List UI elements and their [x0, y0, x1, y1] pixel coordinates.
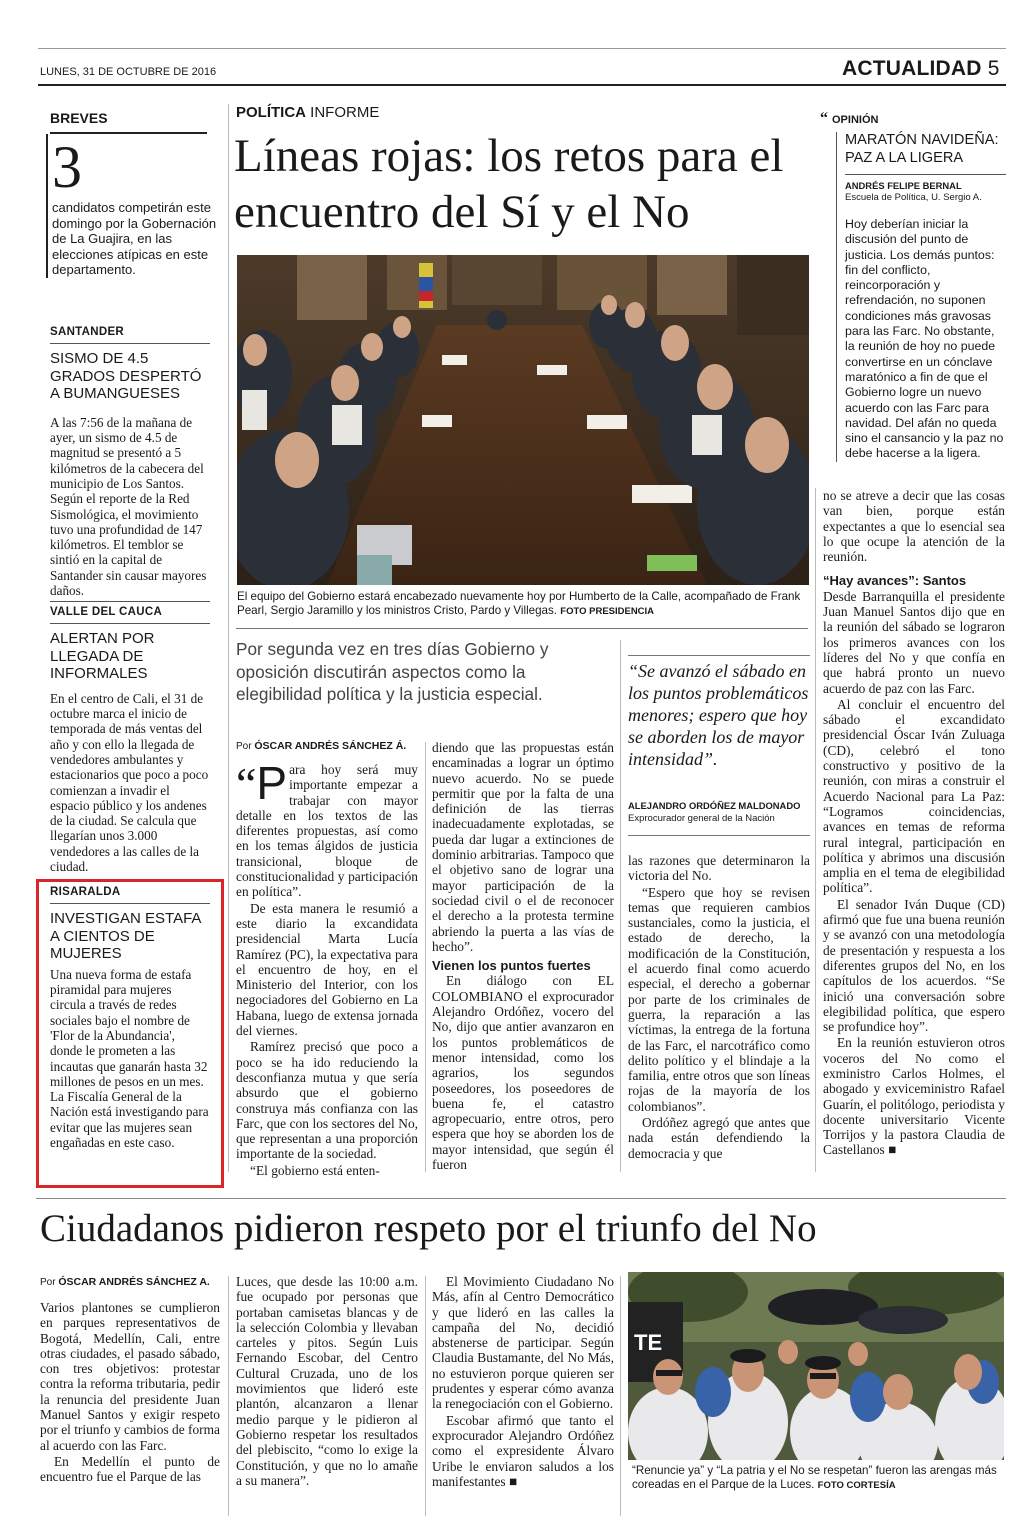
article-headline: Líneas rojas: los retos para el encuentro del Sí y el No — [234, 130, 784, 238]
brief-rule — [50, 343, 210, 344]
paragraph: En Medellín el punto de encuentro fue el Parque de las — [40, 1453, 220, 1485]
meeting-photo-graphic — [237, 255, 809, 585]
brief-text: Una nueva forma de estafa piramidal para mujeres circula a través de redes sociales bajo el nombre de 'Flor de la Abundancia', donde le prometen a las incautas que ganarán hasta 32 millones de pesos en un mes. La Fiscalía General de la Nación está investigando para evitar que las mujeres sean engañadas en este caso. — [50, 966, 209, 1151]
paragraph: Al concluir el encuentro del sábado el excandidato presidencial Óscar Iván Zuluaga (CD), celebró el tono constructivo y positivo de la reunión, con miras a construir el Acuerdo Nacional para La Paz: “Logramos coincidencias, avances en temas de reforma rural integral, participación en política y abrimos una discusión amplia en el tema de elegibilidad política”. — [823, 696, 1005, 896]
subheading: Vienen los puntos fuertes — [432, 958, 591, 974]
page-date: LUNES, 31 DE OCTUBRE DE 2016 — [40, 66, 217, 78]
header-rule — [38, 84, 1006, 86]
article-col-4 — [823, 488, 1005, 1159]
paragraph: Escobar afirmó que tanto el exprocurador Alejandro Ordóñez como el expresidente Álvaro Uribe le enviaron saludos a los manifestantes ■ — [432, 1412, 614, 1489]
paragraph: El Movimiento Ciudadano No Más, afín al Centro Democrático y que lideró en las calles la campaña del No, decidió abstenerse de participar. Según Claudia Bustamante, del No Más, no estuvieron porque quieren ser prudentes y esperar cómo avanza la renegociación con el Gobierno. — [432, 1274, 614, 1412]
column-divider — [228, 1276, 229, 1516]
brief-valle — [50, 608, 210, 874]
brief-big-text: candidatos competirán este domingo por la Gobernación de La Guajira, en las elecciones atípicas en este departamento. — [52, 200, 217, 277]
page-number: 5 — [987, 57, 1000, 80]
article-col-2 — [432, 740, 614, 1173]
opinion-author: ANDRÉS FELIPE BERNAL — [845, 180, 962, 191]
paragraph: “El gobierno está enten- — [250, 1162, 380, 1178]
brief-rule — [50, 623, 210, 624]
brief-rule — [50, 903, 210, 904]
article-deck: Por segunda vez en tres días Gobierno y oposición discutirán aspectos como la elegibilidad política y la justicia especial. — [236, 639, 549, 704]
paragraph: Varios plantones se cumplieron en parques representativos de Bogotá, Medellín, Cali, entre otras ciudades, el pasado sábado, con tres objetivos: protestar contra la reforma tributaria, pedir la renuncia del presidente Juan Manuel Santos y exigir respeto por el triunfo y cambios de forma al acuerdo con las Farc. — [40, 1300, 220, 1453]
meeting-photo — [237, 255, 809, 585]
opinion-rule — [845, 174, 1006, 175]
photo-credit: FOTO CORTESÍA — [817, 1480, 896, 1491]
column-divider — [425, 1276, 426, 1516]
paragraph: En diálogo con EL COLOMBIANO el exprocurador Alejandro Ordóñez, vocero del No, dijo que antier avanzaron en los puntos problemáticos de menor intensidad, como los agrarios, los segundos poseedores, los poseedores de buena fe, el catastro agropecuario, entre otros, pero espera que hoy se aborden los de mayor intensidad, que según él fueron — [432, 973, 614, 1173]
section-label: ACTUALIDAD 5 — [842, 57, 1000, 80]
column-divider — [425, 742, 426, 1172]
brief-category: SANTANDER — [50, 326, 125, 338]
quote-role: Exprocurador general de la Nación — [628, 813, 775, 824]
top-rule — [38, 48, 1006, 49]
paragraph: “Espero que hoy se revisen temas que requieren cambios sustanciales, como la justicia, el estado de derecho, la modificación de la Constitución, el acuerdo final como acuerdo especial, el derecho a gobernar por parte de los criminales de guerra, la reparación a las víctimas, la entrega de la fortuna de las Farc, el narcotráfico como delito político y el blindaje a la familia, entre otros que son líneas rojas de la mayoría de los colombianos”. — [628, 884, 810, 1114]
quote-marks-icon: “ — [820, 110, 828, 127]
paragraph: Ramírez precisó que poco a poco se ha ido reduciendo la desconfianza mutua y que sería absurdo que el gobierno construya más confianza con las Farc, que con los sectores del No, que representan a una proporción importante de la sociedad. — [236, 1039, 418, 1162]
protest-photo — [628, 1272, 1004, 1460]
quote-rule-bottom — [628, 835, 810, 836]
paragraph: Ordóñez agregó que antes que nada están defendiendo la democracia y que — [628, 1115, 810, 1161]
brief-big-number: 3 — [52, 134, 82, 200]
brief-santander — [50, 326, 210, 598]
drop-cap: “P — [236, 757, 288, 809]
brief-rule — [50, 601, 210, 602]
opinion-label: “ OPINIÓN — [820, 110, 879, 127]
brief-headline: INVESTIGAN ESTAFA A CIENTOS DE MUJERES — [50, 910, 201, 963]
paragraph: diendo que las propuestas están encaminadas a lograr un óptimo nuevo acuerdo. No se puede permitir que por la falta de una definición de las tierras inadecuadamente explotadas, se pueda dar lugar a extinciones de dominio arbitrarias. Tampoco que el objetivo sano de lograr una mayor participación de la sociedad civil o el de reconocer el derecho a la protesta termine abriendo la puerta a las vías de hecho”. — [432, 740, 614, 954]
paragraph: no se atreve a decir que las cosas van bien, porque están expectantes a que lo esencial sea lo que ocupe la atención de la reunión. — [823, 488, 1005, 565]
second-headline: Ciudadanos pidieron respeto por el triunfo del No — [40, 1207, 817, 1250]
second-col-3 — [432, 1274, 614, 1490]
quote-rule — [628, 655, 810, 656]
paragraph: En la reunión estuvieron otros voceros del No como el exministro Carlos Holmes, el abogado y exviceministro Rafael Guarín, el politólogo, periodista y docente universitario Vicente Torrijos y la pastora Claudia de Castellanos ■ — [823, 1035, 1005, 1158]
deck-rule — [236, 628, 808, 629]
article-kicker: POLÍTICA INFORME — [236, 104, 380, 121]
column-divider — [620, 1276, 621, 1516]
opinion-title: MARATÓN NAVIDEÑA: PAZ A LA LIGERA — [845, 132, 999, 166]
opinion-box — [820, 110, 1006, 462]
column-divider — [620, 640, 621, 1172]
quote-name: ALEJANDRO ORDÓÑEZ MALDONADO — [628, 800, 801, 811]
photo-credit: FOTO PRESIDENCIA — [560, 606, 655, 617]
breves-label: BREVES — [50, 110, 108, 126]
brief-text: En el centro de Cali, el 31 de octubre marca el inicio de temporada de más ventas del año y con ello la llegada de vendedores ambulantes y estacionarios que poco a poco comienzan a invadir el espacio público y los andenes de la ciudad. Se calcula que llegarían unos 3.000 vendedores a las calles de la ciudad. — [50, 690, 209, 875]
svg-text:TE: TE — [634, 1330, 663, 1355]
brief-category: VALLE DEL CAUCA — [50, 606, 163, 618]
brief-risaralda — [50, 886, 210, 1150]
article-col-3 — [628, 853, 810, 1162]
paragraph: Luces, que desde las 10:00 a.m. fue ocupado por personas que portaban camisetas blancas y de la selección Colombia y llevaban carteles y pitos. Según Luis Fernando Escobar, del Centro Cultural Cruzada, uno de los movimientos que lideró este plantón, alcanzaron a llenar medio parque y le pidieron al Gobierno respetar los resultados del plebiscito, “como lo exige la Constitución, y que no lo amañe a su manera”. — [236, 1274, 418, 1488]
section-divider — [36, 1198, 1006, 1199]
breves-column — [38, 110, 218, 278]
article-col-1 — [236, 757, 418, 1179]
second-byline: Por ÓSCAR ANDRÉS SÁNCHEZ A. — [40, 1276, 210, 1288]
opinion-text: Hoy deberían iniciar la discusión del punto de justicia. Los demás puntos: fin del conflicto, reincorporación y refrendación, no suponen condiciones más gravosas para las Farc. No obstante, la reunión de hoy no puede convertirse en un cónclave maratónico a fin de que el Gobierno logre un nuevo acuerdo con las Farc para navidad. Del afán no queda sino el cansancio y la paz no debe hacerse a la ligera. — [845, 217, 1004, 461]
subheading: “Hay avances”: Santos — [823, 573, 967, 589]
brief-category: RISARALDA — [50, 886, 121, 898]
second-col-1 — [40, 1300, 220, 1486]
column-divider — [228, 104, 229, 1172]
paragraph: Desde Barranquilla el presidente Juan Manuel Santos dijo que en la reunión del sábado se lograron los primeros avances con los líderes del No y que confía en que habrá pronto un nuevo acuerdo de paz con las Farc. — [823, 588, 1005, 696]
protest-photo-graphic — [628, 1272, 1004, 1460]
brief-headline: ALERTAN POR LLEGADA DE INFORMALES — [50, 630, 155, 683]
brief-text: A las 7:56 de la mañana de ayer, un sismo de 4.5 de magnitud se presentó a 5 kilómetros de la cabecera del municipio de Los Santos. Según el reporte de la Red Sismológica, el movimiento tuvo una profundidad de 147 kilómetros. El temblor se sintió en la capital de Santander sin causar mayores daños. — [50, 414, 207, 599]
second-col-2 — [236, 1274, 418, 1489]
pull-quote: “Se avanzó el sábado en los puntos problemáticos menores; espero que hoy se aborden los de mayor intensidad”. — [628, 661, 809, 769]
paragraph: ara hoy será muy importante empezar a trabajar con mayor detalle en los textos de las diferentes propuestas, así como en los temas álgidos de justicia transicional, bloque de constitucionalidad y participación en política”. — [236, 762, 418, 900]
paragraph: El senador Iván Duque (CD) afirmó que fue una buena reunión y se avanzó con una metodología de presentación y respuesta a los diferentes grupos del No, en los capítulos de los acuerdos. “Se inició una conversación sobre elegibilidad política, que espero se profundice hoy”. — [823, 896, 1005, 1035]
paragraph: las razones que determinaron la victoria del No. — [628, 853, 810, 884]
article-byline: Por ÓSCAR ANDRÉS SÁNCHEZ Á. — [236, 740, 407, 752]
column-divider — [815, 488, 816, 1172]
brief-headline: SISMO DE 4.5 GRADOS DESPERTÓ A BUMANGUESES — [50, 350, 202, 403]
photo-caption: El equipo del Gobierno estará encabezado nuevamente hoy por Humberto de la Calle, acompañado de Frank Pearl, Sergio Jaramillo y los ministros Cristo, Pardo y Villegas. FOTO PRESIDENCIA — [237, 590, 801, 617]
protest-caption: “Renuncie ya” y “La patria y el No se respetan” fueron las arengas más coreadas en el Parque de la Luces. FOTO CORTESÍA — [632, 1464, 997, 1491]
opinion-affiliation: Escuela de Política, U. Sergio A. — [845, 192, 982, 203]
paragraph: De esta manera le resumió a este diario la excandidata presidencial Marta Lucía Ramírez (PC), la expectativa para el encuentro de hoy, en el Ministerio del Interior, con los negociadores del Gobierno en La Habana, luego de extensa jornada del viernes. — [236, 900, 418, 1039]
